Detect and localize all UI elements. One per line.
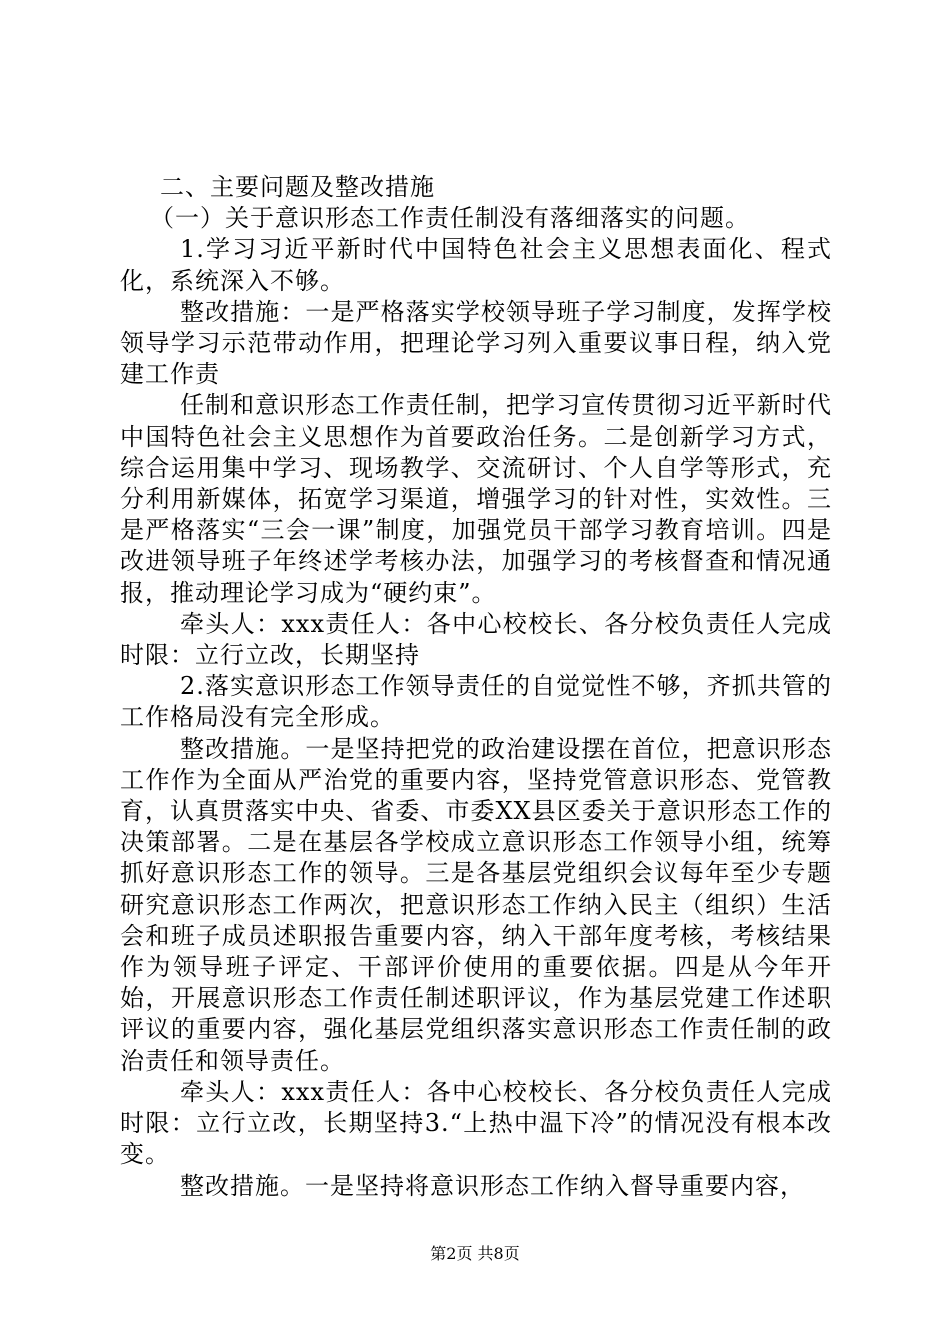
subsection-heading: （一）关于意识形态工作责任制没有落细落实的问题。 [150, 204, 750, 233]
page-number: 第2页 共8页 [430, 1244, 520, 1263]
section-heading: 二、主要问题及整改措施 [160, 173, 435, 201]
measure-1-continued-paragraph: 任制和意识形态工作责任制，把学习宣传贯彻习近平新时代中国特色社会主义思想作为首要政治任务。二是创新学习方式，综合运用集中学习、现场教学、交流研讨、个人自学等形式，充分利用新媒体，拓宽学习渠道，增强学习的针对性，实效性。三是严格落实“三会一课”制度，加强党员干部学习教育培训。四是改进领导班子年终述学考核办法，加强学习的考核督查和情况通报，推动理论学习成为“硬约束”。 [120, 391, 832, 607]
issue-2-paragraph: 2.落实意识形态工作领导责任的自觉觉性不够，齐抓共管的工作格局没有完全形成。 [120, 672, 832, 732]
measure-1-paragraph: 整改措施：一是严格落实学校领导班子学习制度，发挥学校领导学习示范带动作用，把理论学习列入重要议事日程，纳入党建工作责 [120, 297, 832, 389]
measure-3-paragraph: 整改措施。一是坚持将意识形态工作纳入督导重要内容， [180, 1171, 805, 1200]
responsibility-2-paragraph: 牵头人：xxx责任人：各中心校校长、各分校负责任人完成时限：立行立改，长期坚持3.“上热中温下冷”的情况没有根本改变。 [120, 1077, 832, 1169]
issue-1-paragraph: 1.学习习近平新时代中国特色社会主义思想表面化、程式化，系统深入不够。 [120, 235, 832, 295]
measure-2-paragraph: 整改措施。一是坚持把党的政治建设摆在首位，把意识形态工作作为全面从严治党的重要内容，坚持党管意识形态、党管教育，认真贯落实中央、省委、市委XX县区委关于意识形态工作的决策部署。二是在基层各学校成立意识形态工作领导小组，统筹抓好意识形态工作的领导。三是各基层党组织会议每年至少专题研究意识形态工作两次，把意识形态工作纳入民主（组织）生活会和班子成员述职报告重要内容，纳入干部年度考核，考核结果作为领导班子评定、干部评价使用的重要依据。四是从今年开始，开展意识形态工作责任制述职评议，作为基层党建工作述职评议的重要内容，强化基层党组织落实意识形态工作责任制的政治责任和领导责任。 [120, 734, 832, 1075]
document-body [120, 172, 832, 1202]
responsibility-1-paragraph: 牵头人：xxx责任人：各中心校校长、各分校负责任人完成时限：立行立改，长期坚持 [120, 609, 832, 670]
